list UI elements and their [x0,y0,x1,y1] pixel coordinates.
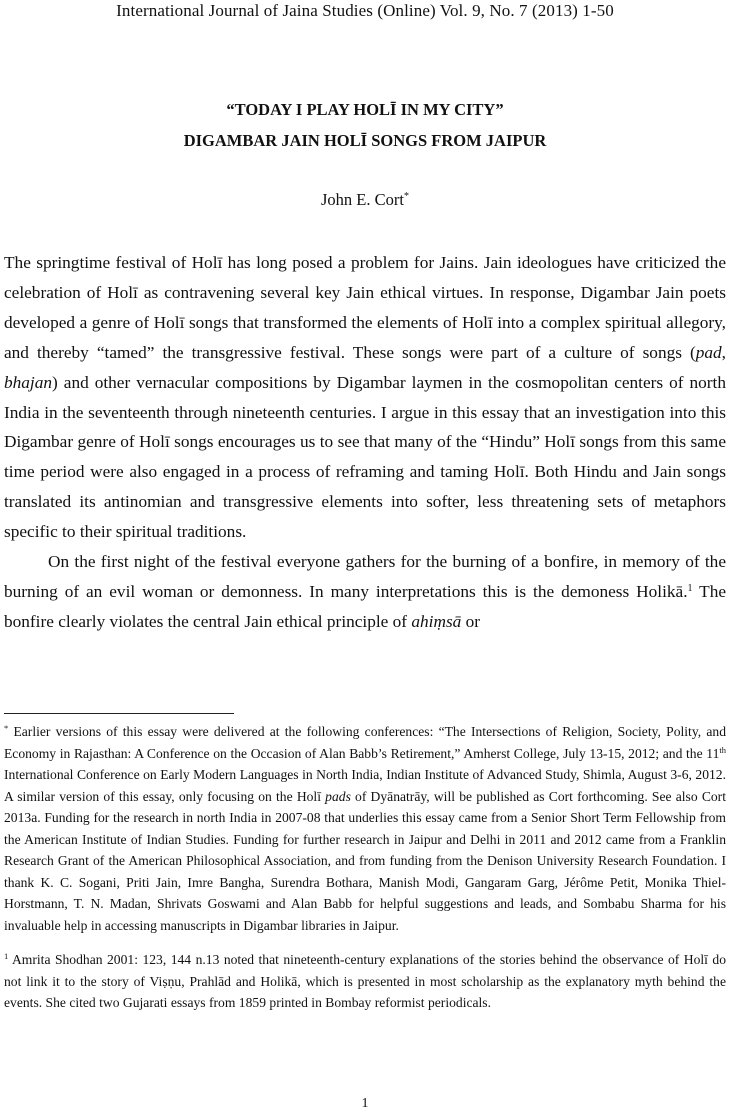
footnote-reference-1[interactable]: 1 [687,582,693,594]
body-text-run: The bonfire clearly violates the central Jain ethical principle of [4,581,727,631]
body-text-run: , [721,342,726,362]
footnote-marker: 1 [4,951,9,961]
author-name: John E. Cort [321,190,404,209]
footnote-star [4,721,726,936]
body-text-run: The springtime festival of Holī has long posed a problem for Jains. Jain ideologues have criticized the celebration of Holī as contravening several key Jain ethical virtues. In response, Digambar Jain poets developed a genre of Holī songs that transformed the elements of Holī into a complex spiritual allegory, and thereby “tamed” the transgressive festival. These songs were part of a culture of songs ( [4,253,726,362]
body-text-run: On the first night of the festival everyone gathers for the burning of a bonfire, in memory of the burning of an evil woman or demonness. In many interpretations this is the demoness Holikā. [4,552,726,601]
title-line-2: DIGAMBAR JAIN HOLĪ SONGS FROM JAIPUR [183,131,547,150]
running-header: International Journal of Jaina Studies (Online) Vol. 9, No. 7 (2013) 1-50 [116,1,614,20]
title-line-1: “TODAY I PLAY HOLĪ IN MY CITY” [226,100,504,119]
footnote-text-run: of Dyānatrāy, will be published as Cort forthcoming. See also Cort 2013a. Funding for the research in north India in 2007-08 that underlies this essay came from a Senior Short Term Fellowship from the American Institute of Indian Studies. Funding for further research in Jaipur and Delhi in 2011 and 2012 came from a Franklin Research Grant of the American Philosophical Association, and from funding from the Denison University Research Foundation. I thank K. C. Sogani, Priti Jain, Imre Bangha, Surendra Bothara, Manish Modi, Gangaram Garg, Jérôme Petit, Monika Thiel-Horstmann, T. N. Madan, Shrivats Goswami and Alan Babb for helpful suggestions and leads, and Sombabu Sharma for his invaluable help in accessing manuscripts in Digambar libraries in Jaipur. [4,788,726,933]
footnote-text-run: Amrita Shodhan 2001: 123, 144 n.13 noted that nineteenth-century explanations of the stories behind the observance of Holī do not link it to the story of Viṣṇu, Prahlād and Holikā, which is presented in most scholarship as the explanatory myth behind the events. She cited two Gujarati essays from 1859 printed in Bombay reformist periodicals. [4,952,726,1010]
article-title [0,94,730,156]
footnote-marker: * [4,723,9,733]
body-italic-term: pad [695,342,722,362]
body-text-run: ) and other vernacular compositions by Digambar laymen in the cosmopolitan centers of north India in the seventeenth through nineteenth centuries. I argue in this essay that an investigation into this Digambar genre of Holī songs encourages us to see that many of the “Hindu” Holī songs from this same time period were also engaged in a process of reframing and taming Holī. Both Hindu and Jain songs translated its antinomian and transgressive elements into softer, less threatening sets of metaphors specific to their spiritual traditions. [4,372,726,542]
footnotes [4,721,726,1014]
body-paragraph-1 [4,248,726,547]
footnote-text-run: International Conference on Early Modern Languages in North India, Indian Institute of Advanced Study, Shimla, August 3-6, 2012. A similar version of this essay, only focusing on the Holī [4,767,726,804]
body-text-run: or [461,611,481,631]
body-italic-term: ahiṃsā [411,611,462,631]
article-body [4,248,726,637]
author-footnote-marker[interactable]: * [403,191,409,202]
page-number: 1 [361,1096,369,1111]
body-paragraph-2 [4,547,726,637]
footnote-text-run: Earlier versions of this essay were delivered at the following conferences: “The Intersections of Religion, Society, Polity, and Economy in Rajasthan: A Conference on the Occasion of Alan Babb’s Retirement,” Amherst College, July 13-15, 2012; and the 11 [4,724,726,761]
author-byline [0,188,730,212]
footnote-italic-term: pads [325,788,351,804]
body-italic-term: bhajan [4,372,53,392]
footnote-separator [4,713,234,714]
ordinal-suffix: th [719,744,726,755]
footnote-1 [4,949,726,1014]
